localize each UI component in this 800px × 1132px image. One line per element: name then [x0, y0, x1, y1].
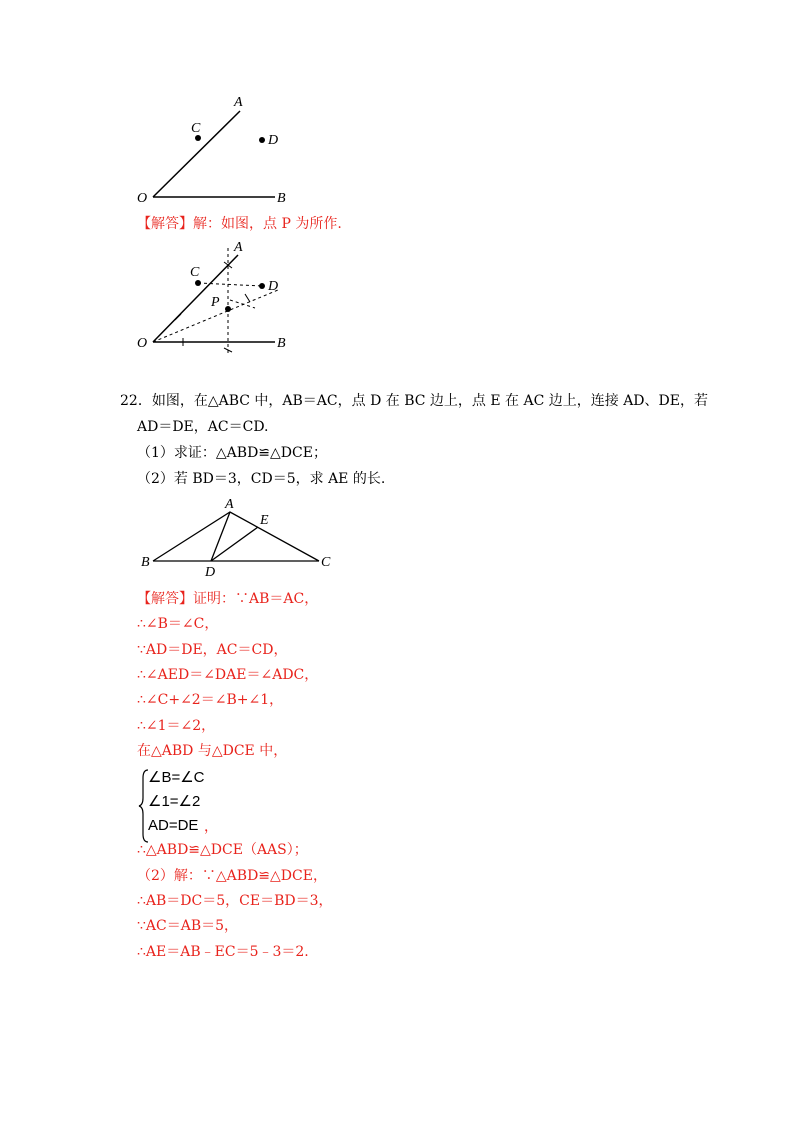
- label-b: B: [277, 336, 286, 351]
- solution-after: ∴AE＝AB﹣EC＝5﹣3＝2.: [137, 944, 309, 960]
- label-c: C: [321, 555, 331, 570]
- question-1: （1）求证：△ABD≌△DCE；: [137, 445, 327, 461]
- solution-line: 在△ABD 与△DCE 中，: [137, 743, 288, 759]
- brace-suffix: ，: [204, 819, 218, 835]
- label-c: C: [191, 121, 201, 136]
- brace-row-3: AD=DE: [148, 817, 199, 834]
- solution-after: ∴△ABD≌△DCE（AAS）；: [137, 842, 308, 858]
- label-b: B: [141, 555, 150, 570]
- solution-line: ∴∠AED＝∠DAE＝∠ADC，: [137, 667, 319, 683]
- solution-tag: 【解答】: [137, 591, 193, 607]
- label-a: A: [225, 497, 234, 512]
- solution-after: ∴AB＝DC＝5，CE＝BD＝3，: [137, 893, 333, 909]
- label-d: D: [205, 565, 216, 580]
- solution-first: 证明：∵AB＝AC，: [193, 591, 319, 607]
- problem-22-line2: AD＝DE，AC＝CD.: [137, 419, 269, 435]
- solution-line: ∵AD＝DE，AC＝CD，: [137, 642, 288, 658]
- label-a: A: [234, 240, 243, 255]
- label-b: B: [277, 191, 286, 206]
- label-p: P: [211, 295, 220, 310]
- label-o: O: [137, 336, 148, 351]
- solution-line: ∴∠B＝∠C，: [137, 616, 219, 632]
- label-c: C: [190, 265, 200, 280]
- problem-22-line1: 22．如图，在△ABC 中，AB＝AC，点 D 在 BC 边上，点 E 在 AC 边上，连接 AD、DE，若: [120, 393, 708, 409]
- label-d: D: [268, 133, 279, 148]
- solution-line: ∴∠C+∠2＝∠B+∠1，: [137, 692, 284, 708]
- answer-tag: 【解答】: [137, 216, 193, 232]
- answer-text: 解：如图，点 P 为所作.: [193, 216, 342, 232]
- solution-after: ∵AC＝AB＝5，: [137, 918, 239, 934]
- question-2: （2）若 BD＝3，CD＝5，求 AE 的长.: [137, 471, 386, 487]
- solution-line: ∴∠1＝∠2，: [137, 718, 216, 734]
- label-a: A: [234, 95, 243, 110]
- label-o: O: [137, 191, 148, 206]
- solution-after: （2）解：∵△ABD≌△DCE，: [137, 868, 327, 884]
- label-d: D: [268, 279, 279, 294]
- solution-first-line: [137, 589, 318, 609]
- label-e: E: [260, 513, 269, 528]
- brace-row-1: ∠B=∠C: [148, 769, 205, 786]
- triangle-abc: [153, 512, 319, 561]
- brace-row-2: ∠1=∠2: [148, 793, 201, 810]
